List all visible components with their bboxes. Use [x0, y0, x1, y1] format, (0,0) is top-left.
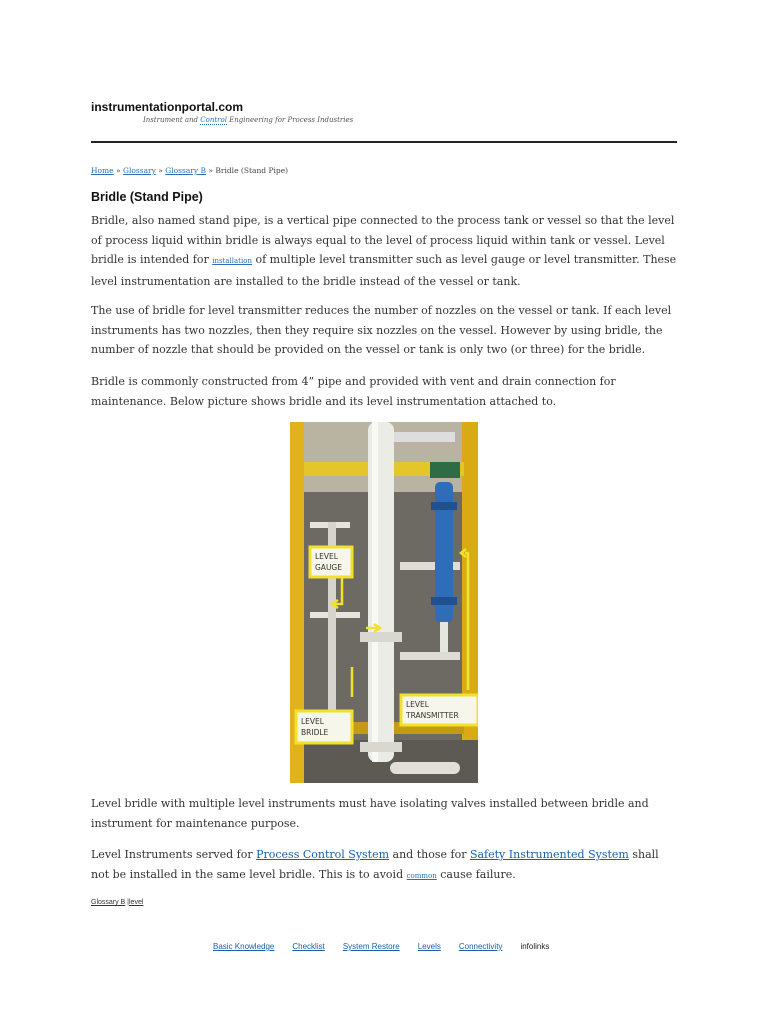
footer-link-checklist[interactable]: Checklist — [292, 942, 325, 951]
paragraph-nozzles: The use of bridle for level transmitter reduces the number of nozzles on the vessel or tank. If each level instruments has two nozzles, then they require six nozzles on the vessel. However by using bridle, the number of nozzle that should be provided on the vessel or tank is only two (or three) for the bridle. — [91, 304, 672, 356]
label-level-transmitter-1: LEVEL — [406, 700, 429, 709]
footer-link-system-restore[interactable]: System Restore — [342, 942, 400, 951]
tag-level[interactable]: level — [129, 899, 144, 906]
infolinks-brand: infolinks — [520, 942, 550, 951]
paragraph-isolating-valves: Level bridle with multiple level instruments must have isolating valves installed between bridle and instrument for maintenance purpose. — [91, 797, 649, 830]
installation-link[interactable]: installation — [212, 257, 252, 265]
paragraph-common-cause: Level Instruments served for Process Control System and those for Safety Instrumented System shall not be installed in the same level bridle. This is to avoid common cause failure. — [91, 848, 659, 881]
footer-link-basic-knowledge[interactable]: Basic Knowledge — [213, 942, 275, 951]
breadcrumb-glossary-b[interactable]: Glossary B — [165, 166, 207, 175]
bridle-photo — [290, 422, 478, 783]
label-level-bridle-2: BRIDLE — [301, 728, 329, 737]
header-divider — [91, 141, 677, 143]
paragraph-definition: Bridle, also named stand pipe, is a vertical pipe connected to the process tank or vessel so that the level of process liquid within bridle is always equal to the level of process liquid within tank or vessel. Level bridle is intended for installation of multiple level transmitter such as level gauge or level transmitter. These level instrumentation are installed to the bridle instead of the vessel or tank. — [91, 214, 677, 288]
tag-glossary-b[interactable]: Glossary B — [91, 899, 126, 906]
safety-instrumented-system-link[interactable]: Safety Instrumented System — [469, 848, 629, 861]
process-control-system-link[interactable]: Process Control System — [256, 848, 390, 861]
site-tagline: Instrument and Control Engineering for Process Industries — [143, 116, 354, 124]
label-level-transmitter-2: TRANSMITTER — [406, 711, 459, 720]
common-link[interactable]: common — [406, 871, 437, 880]
site-title[interactable]: instrumentationportal.com — [91, 100, 244, 114]
footer-link-levels[interactable]: Levels — [417, 942, 441, 951]
breadcrumb: Home » Glossary » Glossary B » Bridle (Stand Pipe) — [91, 166, 289, 175]
label-level-gauge-2: GAUGE — [315, 563, 342, 572]
paragraph-construction: Bridle is commonly constructed from 4” pipe and provided with vent and drain connection for maintenance. Below picture shows bridle and its level instrumentation attached to. — [91, 375, 616, 408]
breadcrumb-home[interactable]: Home — [91, 166, 114, 175]
label-level-gauge-1: LEVEL — [315, 552, 338, 561]
breadcrumb-current: » Bridle (Stand Pipe) — [206, 166, 289, 175]
tagline-control-link[interactable]: Control — [200, 116, 227, 124]
label-level-bridle-1: LEVEL — [301, 717, 324, 726]
page-title: Bridle (Stand Pipe) — [91, 190, 203, 204]
footer-links — [213, 942, 549, 951]
post-tags: Glossary B |level — [91, 899, 144, 906]
breadcrumb-glossary[interactable]: Glossary — [122, 166, 156, 175]
footer-link-connectivity[interactable]: Connectivity — [458, 942, 503, 951]
